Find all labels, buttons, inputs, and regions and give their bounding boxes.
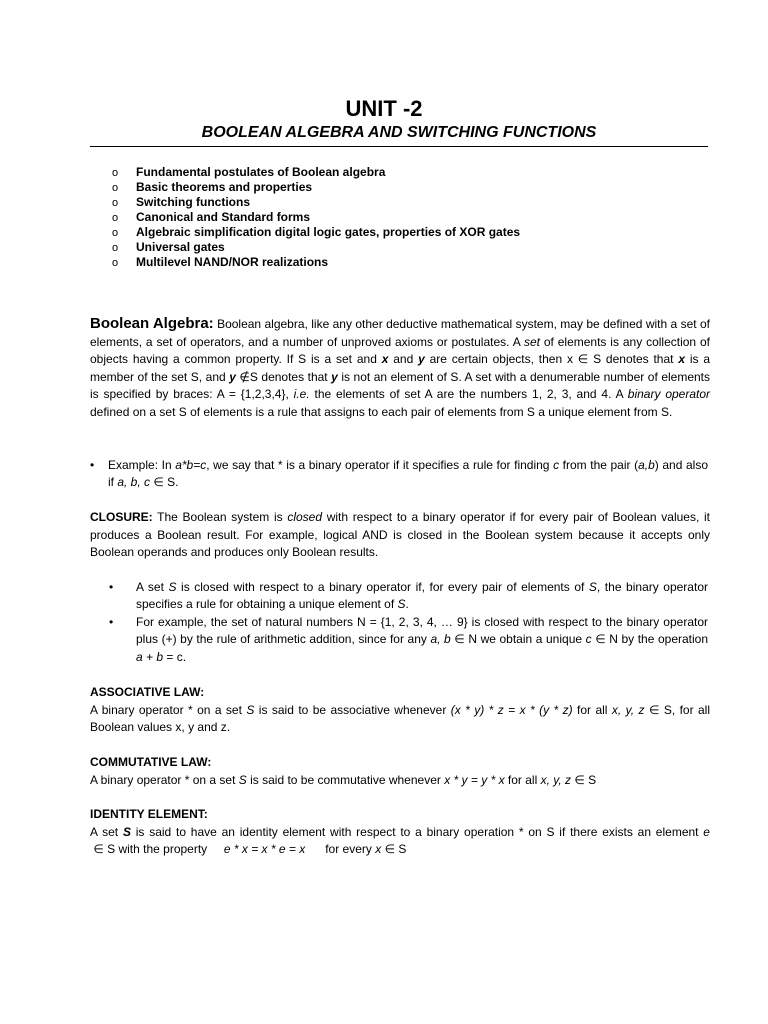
topic-label: Algebraic simplification digital logic gates, properties of XOR gates — [136, 225, 521, 239]
topic-item — [112, 165, 520, 180]
closure-label: CLOSURE: — [90, 510, 153, 524]
circle-bullet-icon: o — [112, 182, 119, 194]
example-list — [90, 457, 708, 492]
circle-bullet-icon: o — [112, 257, 119, 269]
topic-item — [112, 255, 520, 270]
circle-bullet-icon: o — [112, 197, 119, 209]
topic-item — [112, 210, 520, 225]
topic-label: Switching functions — [136, 195, 250, 209]
bullet-icon: • — [109, 614, 114, 629]
closure-list — [109, 579, 709, 666]
topic-label: Universal gates — [136, 240, 225, 254]
commutative-law-section — [90, 754, 710, 789]
topic-item — [112, 240, 520, 255]
topic-label: Basic theorems and properties — [136, 180, 313, 194]
list-item: • For example, the set of natural numbers N = {1, 2, 3, 4, … 9} is closed with respect to the binary operator plus (+) by the rule of arithmetic addition, since for any a, b ∈ N we obtain a unique c ∈ N by the operation a + b = c. — [109, 614, 709, 664]
chapter-subtitle: BOOLEAN ALGEBRA AND SWITCHING FUNCTIONS — [201, 124, 597, 141]
topic-item — [112, 225, 520, 240]
bullet-icon: • — [109, 580, 114, 594]
unit-title: UNIT -2 — [345, 96, 423, 121]
identity-element-title: IDENTITY ELEMENT: — [90, 807, 208, 821]
closure-paragraph: CLOSURE: The Boolean system is closed with respect to a binary operator if for every pair of Boolean values, it produces a Boolean result. For example, logical AND is closed in the Boolean system because it accepts only Boolean operands and produces only Boolean results. — [90, 510, 710, 560]
commutative-law-text: A binary operator * on a set S is said to be commutative whenever x * y = y * x for all x, y, z ∈ S — [90, 772, 597, 787]
circle-bullet-icon: o — [112, 227, 119, 239]
title-divider — [90, 146, 708, 147]
associative-law-section — [90, 684, 710, 737]
topic-label: Multilevel NAND/NOR realizations — [136, 255, 329, 269]
commutative-law-title: COMMUTATIVE LAW: — [90, 755, 212, 769]
topic-list — [112, 165, 520, 270]
list-item: • A set S is closed with respect to a binary operator if, for every pair of elements of S, the binary operator specifies a rule for obtaining a unique element of S. — [109, 580, 708, 612]
circle-bullet-icon: o — [112, 242, 119, 254]
circle-bullet-icon: o — [112, 212, 119, 224]
topic-label: Canonical and Standard forms — [136, 210, 311, 224]
identity-element-text: A set S is said to have an identity element with respect to a binary operation * on S if there exists an element e ∈ S with the property e * x = x * e = x for every x ∈ S — [90, 824, 710, 857]
associative-law-text: A binary operator * on a set S is said to be associative whenever (x * y) * z = x * (y * z) for all x, y, z ∈ S, for all Boolean values x, y and z. — [90, 702, 711, 735]
circle-bullet-icon: o — [112, 167, 119, 179]
boolean-algebra-heading: Boolean Algebra: — [90, 315, 214, 332]
boolean-algebra-paragraph: Boolean Algebra: Boolean algebra, like any other deductive mathematical system, may be defined with a set of elements, a set of operators, and a number of unproved axioms or postulates. A set of elements is any collection of objects having a common property. If S is a set and x and y are certain objects, then x ∈ S denotes that x is a member of the set S, and y ∉S denotes that y is not an element of S. A set with a denumerable number of elements is specified by braces: A = {1,2,3,4}, i.e. the elements of set A are the numbers 1, 2, 3, and 4. A binary operator defined on a set S of elements is a rule that assigns to each pair of elements from S a unique element from S. — [90, 315, 711, 419]
topic-label: Fundamental postulates of Boolean algebra — [136, 165, 386, 179]
associative-law-title: ASSOCIATIVE LAW: — [90, 685, 205, 699]
list-item: • Example: In a*b=c, we say that * is a binary operator if it specifies a rule for finding c from the pair (a,b) and also if a, b, c ∈ S. — [90, 458, 708, 490]
topic-item — [112, 180, 520, 195]
bullet-icon: • — [90, 458, 95, 472]
topic-item — [112, 195, 520, 210]
identity-element-section — [90, 806, 710, 859]
